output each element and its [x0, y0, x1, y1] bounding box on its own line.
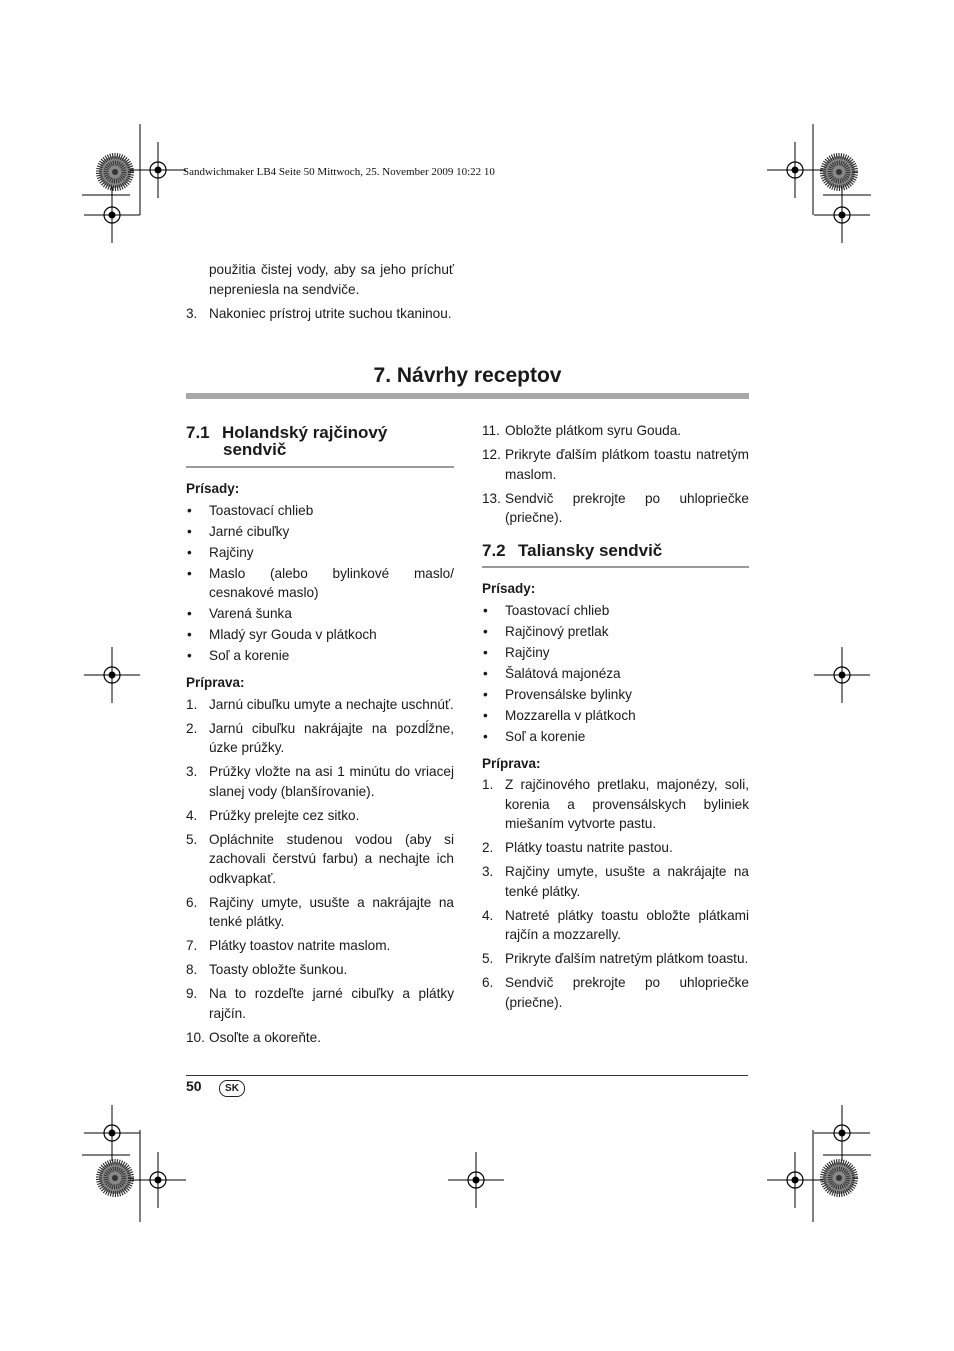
- step-item: 7. Plátky toastov natrite maslom.: [186, 938, 391, 953]
- ingredient-item: • Rajčinový pretlak: [482, 622, 749, 642]
- right-column: [482, 421, 749, 1017]
- step-item: 8. Toasty obložte šunkou.: [186, 962, 348, 977]
- step-item: 5. Opláchnite studenou vodou (aby si zachovali čerstvú farbu) a nechajte ich odkvapkať.: [186, 831, 454, 886]
- ingredient-item: • Toastovací chlieb: [186, 501, 454, 521]
- recipe2-prep-label: Príprava:: [482, 755, 541, 771]
- step-item: 3. Rajčiny umyte, usušte a nakrájajte na tenké plátky.: [482, 864, 749, 899]
- chapter-rule: [186, 393, 749, 399]
- bullet-icon: •: [187, 648, 192, 663]
- recipe1-ingredient-list: [186, 501, 454, 666]
- bullet-icon: •: [187, 606, 192, 621]
- bullet-icon: •: [187, 565, 192, 581]
- step-item: 2. Jarnú cibuľku nakrájajte na pozdĺžne, úzke prúžky.: [186, 720, 454, 755]
- chapter-title: 7. Návrhy receptov: [373, 364, 562, 387]
- ingredient-item: • Šalátová majonéza: [482, 664, 749, 684]
- bullet-icon: •: [187, 627, 192, 642]
- recipe2-heading: 7.2 Taliansky sendvič: [482, 542, 749, 568]
- step-item: 9. Na to rozdeľte jarné cibuľky a plátky rajčín.: [186, 986, 454, 1021]
- step-item: 1. Z rajčinového pretlaku, majonézy, soli, korenia a provensálskych byliniek miešaním vytvorte pastu.: [482, 777, 749, 831]
- step-item: 4. Prúžky prelejte cez sitko.: [186, 807, 360, 823]
- bullet-icon: •: [483, 686, 488, 702]
- step-item: 13. Sendvič prekrojte po uhlopriečke (priečne).: [482, 490, 749, 525]
- ingredient-item: • Rajčiny: [186, 543, 454, 563]
- ingredient-item: • Soľ a korenie: [482, 727, 749, 747]
- recipe2-step-list: [482, 775, 749, 1012]
- step-item: 10. Osoľte a okoreňte.: [186, 1029, 322, 1045]
- ingredient-item: • Soľ a korenie: [186, 646, 454, 666]
- recipe1-column: [186, 424, 454, 1052]
- ingredient-item: • Varená šunka: [186, 604, 454, 624]
- bullet-icon: •: [187, 502, 192, 518]
- language-badge: SK: [219, 1080, 245, 1097]
- intro-step-3: 3. Nakoniec prístroj utrite suchou tkaninou.: [186, 306, 452, 321]
- ingredient-item: • Rajčiny: [482, 643, 749, 663]
- step-item: 6. Rajčiny umyte, usušte a nakrájajte na tenké plátky.: [186, 894, 454, 929]
- step-item: 3. Prúžky vložte na asi 1 minútu do vriacej slanej vody (blanšírovanie).: [186, 764, 454, 799]
- page-number: 50: [186, 1078, 202, 1094]
- intro-continued-text: použitia čistej vody, aby sa jeho príchuť nepreniesla na sendviče.: [209, 262, 454, 297]
- ingredient-item: • Maslo (alebo bylinkové maslo/ cesnakové maslo): [187, 565, 454, 600]
- step-item: 12. Prikryte ďalším plátkom toastu natretým maslom.: [482, 447, 749, 482]
- bullet-icon: •: [483, 665, 488, 681]
- step-item: 2. Plátky toastu natrite pastou.: [482, 840, 673, 855]
- recipe1-prep-label: Príprava:: [186, 675, 245, 690]
- step-item: 6. Sendvič prekrojte po uhlopriečke (priečne).: [482, 975, 749, 1010]
- ingredient-item: • Toastovací chlieb: [482, 601, 749, 621]
- bullet-icon: •: [483, 602, 488, 618]
- step-item: 5. Prikryte ďalším natretým plátkom toastu.: [482, 951, 749, 966]
- ingredient-item: • Provensálske bylinky: [482, 685, 749, 705]
- recipe2-ingredients-label: Prísady:: [482, 581, 536, 596]
- bullet-icon: •: [187, 523, 192, 539]
- recipe2-ingredient-list: [482, 601, 749, 747]
- intro-block: [186, 260, 454, 328]
- ingredient-item: • Jarné cibuľky: [186, 522, 454, 542]
- bullet-icon: •: [483, 644, 488, 660]
- bullet-icon: •: [483, 707, 488, 723]
- bullet-icon: •: [483, 623, 488, 639]
- print-slug: Sandwichmaker LB4 Seite 50 Mittwoch, 25. November 2009 10:22 10: [183, 166, 495, 178]
- ingredient-item: • Mladý syr Gouda v plátkoch: [186, 625, 454, 645]
- recipe1-heading: 7.1 Holandský rajčinový sendvič: [186, 424, 454, 468]
- bullet-icon: •: [187, 544, 192, 560]
- step-item: 4. Natreté plátky toastu obložte plátkami rajčín a mozzarelly.: [482, 907, 749, 942]
- footer-rule: [186, 1075, 748, 1076]
- recipe1-step-list: [186, 695, 454, 1048]
- recipe1-ingredients-label: Prísady:: [186, 481, 240, 496]
- step-item: 11. Obložte plátkom syru Gouda.: [482, 423, 682, 438]
- bullet-icon: •: [483, 728, 488, 744]
- recipe1-step-list-continued: [482, 421, 749, 528]
- step-item: 1. Jarnú cibuľku umyte a nechajte uschnúť.: [186, 696, 454, 712]
- ingredient-item: • Mozzarella v plátkoch: [482, 706, 749, 726]
